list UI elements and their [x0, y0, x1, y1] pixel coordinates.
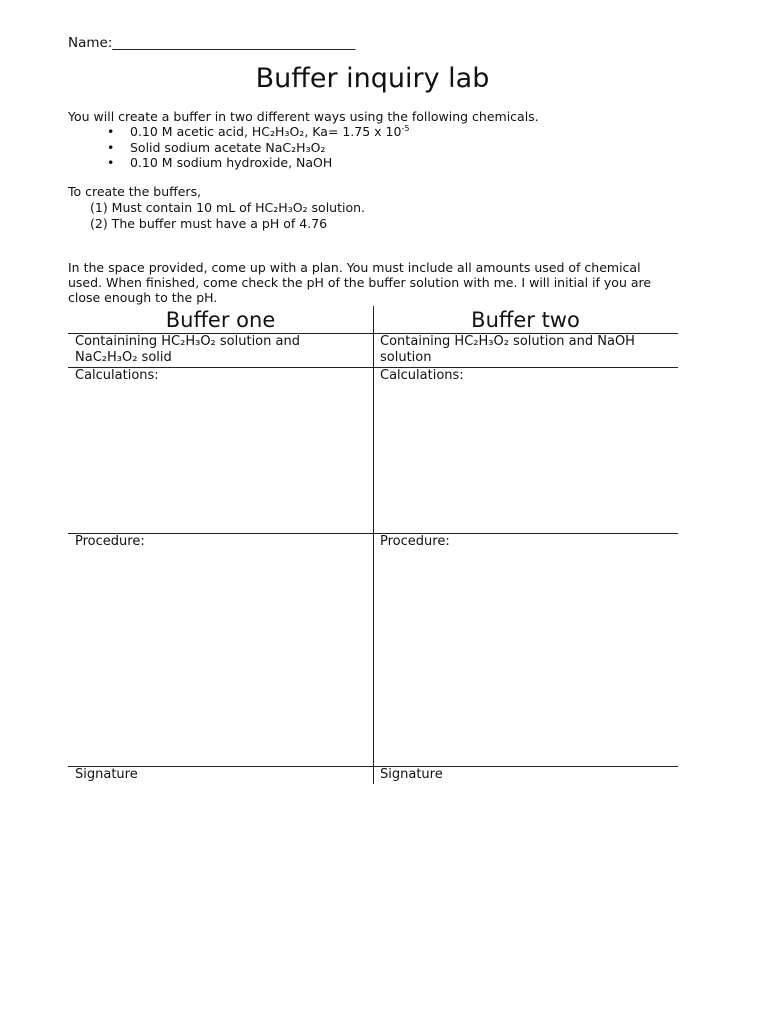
buffer-two-calculations-label: Calculations:: [380, 368, 464, 383]
buffer-two-calculations-area[interactable]: [380, 368, 464, 384]
buffer-two-containing: [380, 334, 635, 366]
list-item: [106, 155, 409, 171]
buffer-one-signature-label: Signature: [75, 767, 138, 782]
requirements-list: [90, 200, 365, 231]
chemicals-list: [106, 124, 409, 171]
buffer-one-containing: [75, 334, 300, 366]
buffer-one-procedure-label: Procedure:: [75, 534, 145, 549]
buffer-two-procedure-label: Procedure:: [380, 534, 450, 549]
containing-rule: [68, 367, 678, 368]
bullet-icon: •: [107, 155, 115, 170]
procedure-rule: [68, 766, 678, 767]
buffer-one-containing-line1: Containining HC₂H₃O₂ solution and: [75, 334, 300, 349]
list-item: [106, 140, 409, 156]
buffer-one-heading: Buffer one: [165, 308, 276, 332]
buffer-one-calculations-label: Calculations:: [75, 368, 159, 383]
page-title: Buffer inquiry lab: [255, 63, 490, 94]
buffer-one-procedure-area[interactable]: [75, 534, 145, 550]
requirement-2: (2) The buffer must have a pH of 4.76: [90, 215, 328, 231]
calculations-rule: [68, 533, 678, 534]
name-tail: ____: [328, 35, 356, 51]
buffer-one-signature-area[interactable]: [75, 767, 138, 783]
buffer-two-heading: Buffer two: [471, 308, 580, 332]
requirement-1: (1) Must contain 10 mL of HC₂H₃O₂ solution.: [90, 200, 366, 215]
plan-instructions: In the space provided, come up with a plan. You must include all amounts used of chemical used. When finished, come check the pH of the buffer solution with me. I will initial if you are close enough to the pH.: [68, 260, 652, 305]
create-heading: To create the buffers,: [68, 184, 202, 199]
buffer-two-containing-line1: Containing HC₂H₃O₂ solution and NaOH: [380, 334, 635, 349]
intro-text: You will create a buffer in two different ways using the following chemicals.: [68, 109, 539, 124]
bullet-icon: •: [107, 139, 115, 155]
buffer-one-calculations-area[interactable]: [75, 368, 159, 384]
buffer-two-containing-line2: solution: [380, 350, 432, 365]
buffer-two-procedure-area[interactable]: [380, 534, 450, 550]
sodium-acetate-text: Solid sodium acetate NaC₂H₃O₂: [130, 139, 326, 155]
name-label: Name:________________________________: [68, 35, 329, 51]
name-field[interactable]: [68, 35, 355, 51]
buffer-one-containing-line2: NaC₂H₃O₂ solid: [75, 350, 172, 365]
buffer-table: [68, 306, 678, 784]
sodium-hydroxide-text: 0.10 M sodium hydroxide, NaOH: [130, 155, 333, 170]
bullet-icon: •: [107, 124, 115, 139]
buffer-two-signature-label: Signature: [380, 767, 443, 782]
ka-exponent: -5: [401, 124, 410, 133]
column-divider: [373, 306, 374, 784]
list-item: [106, 124, 409, 140]
acetic-acid-ka: , Ka= 1.75 x 10: [304, 124, 402, 139]
buffer-two-signature-area[interactable]: [380, 767, 443, 783]
acetic-acid-prefix: 0.10 M acetic acid,: [130, 124, 252, 139]
acetic-acid-formula: HC₂H₃O₂: [251, 124, 305, 139]
